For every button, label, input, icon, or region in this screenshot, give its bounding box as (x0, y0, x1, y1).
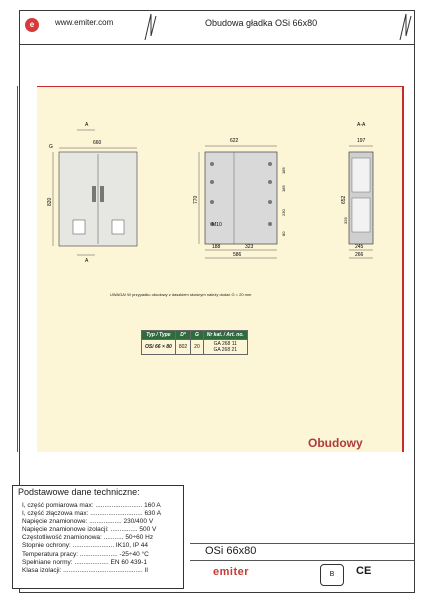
rear-width-label: 622 (230, 138, 239, 144)
rear-view (193, 138, 286, 258)
tech-item: I, część złączowa max: ............................. 630 A (22, 510, 162, 518)
mount-label: M10 (212, 222, 222, 228)
cell-g: 20 (191, 340, 204, 355)
tech-title: Podstawowe dane techniczne: (18, 487, 140, 497)
ce-mark: CE (356, 565, 372, 577)
g-label: G (49, 144, 53, 150)
section-label: A-A (357, 122, 366, 128)
col-g: G (191, 331, 204, 340)
zigzag-icon (398, 12, 412, 42)
rear-dim-2: 185 (281, 185, 286, 192)
rear-dim-1: 185 (281, 167, 286, 174)
certification-mark: B (320, 564, 344, 586)
rear-dim-4: 80 (281, 231, 286, 236)
emiter-logo-icon: e (25, 18, 39, 32)
col-d: D* (175, 331, 190, 340)
tech-list (22, 502, 161, 575)
category-watermark: Obudowy (308, 436, 363, 450)
rear-dim-3: 230 (281, 209, 286, 216)
technical-drawing (37, 86, 403, 296)
side-line (17, 86, 18, 452)
tech-item: Spełniane normy: ................... EN 60 439-1 (22, 558, 148, 566)
section-bottom-dim-2: 266 (355, 252, 364, 258)
spec-table (141, 330, 248, 355)
section-top-dim: 197 (357, 138, 366, 144)
zigzag-icon (143, 12, 157, 42)
col-type: Typ / Type (142, 331, 176, 340)
front-width-label: 660 (93, 140, 102, 146)
col-art: Nr kat. / Art. no. (203, 331, 247, 340)
section-a-bottom: A (85, 258, 89, 264)
cell-type: OSi 66 × 80 (142, 340, 176, 355)
document-title: Obudowa gładka OSi 66x80 (205, 18, 318, 28)
cell-art: GA 268 11 GA 268 21 (203, 340, 247, 355)
bottom-dim-2: 323 (245, 244, 254, 250)
bottom-dim-1: 188 (212, 244, 221, 250)
section-height-dim: 652 (341, 195, 347, 204)
brand-logo: emiter (213, 566, 250, 578)
total-bottom-dim: 586 (233, 252, 242, 258)
header-divider (19, 44, 415, 45)
cell-d: 802 (175, 340, 190, 355)
tech-item: Częstotliwość znamionowa: ........... 50÷60 Hz (22, 534, 154, 542)
header-url[interactable]: www.emiter.com (55, 18, 114, 27)
section-view (341, 122, 373, 258)
model-name: OSi 66x80 (205, 545, 257, 557)
section-inner-dim: 326 (343, 217, 348, 224)
table-row (142, 340, 248, 355)
footer-divider (190, 560, 414, 561)
tech-item: Napięcie znamionowe izolacji: ............... 500 V (22, 526, 157, 534)
tech-item: I, część pomiarowa max: .......................... 160 A (22, 502, 161, 509)
front-height-label: 820 (47, 197, 53, 206)
tech-item: Stopnie ochrony: ....................... IK10, IP 44 (22, 542, 148, 550)
section-a-top: A (85, 122, 89, 128)
tech-item: Temperatura pracy: ..................... -25÷40 °C (22, 550, 149, 558)
rear-height-label: 770 (193, 195, 199, 204)
tech-item: Napięcie znamionowe: .................. 230/400 V (22, 518, 154, 526)
notice-text: UWAGA! W przypadku obudowy z daszkiem skośnym należy dodać G = 20 mm (110, 292, 252, 297)
footer-divider (190, 543, 414, 544)
tech-item: Klasa izolacji: ............................................ II (22, 566, 149, 574)
section-bottom-dim-1: 245 (355, 244, 364, 250)
front-view (47, 122, 137, 264)
